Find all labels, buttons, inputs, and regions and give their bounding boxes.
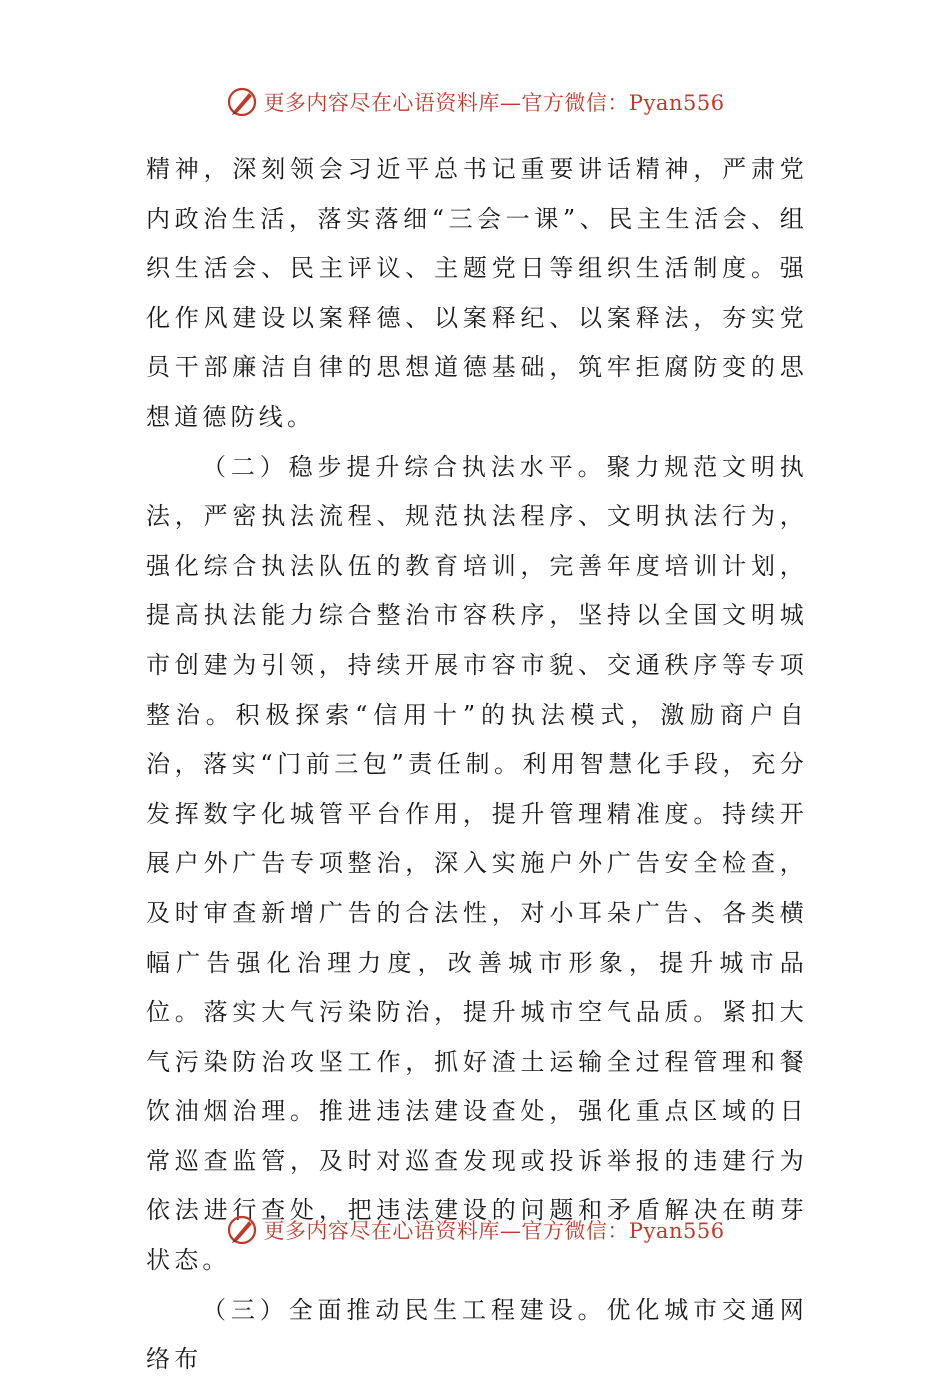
pen-logo-icon [225,85,259,119]
document-body [146,145,808,1385]
watermark-text: 更多内容尽在心语资料库—官方微信：Pyan556 [263,1219,725,1243]
watermark-banner-bottom [0,1208,950,1252]
watermark-text: 更多内容尽在心语资料库—官方微信：Pyan556 [263,91,725,115]
paragraph-section-three: （三）全面推动民生工程建设。优化城市交通网络布 [146,1295,808,1374]
paragraph-section-two: （二）稳步提升综合执法水平。聚力规范文明执法，严密执法流程、规范执法程序、文明执法行为，强化综合执法队伍的教育培训，完善年度培训计划，提高执法能力综合整治市容秩序，坚持以全国文明城市创建为引领，持续开展市容市貌、交通秩序等专项整治。积极探索“信用十”的执法模式，激励商户自治，落实“门前三包”责任制。利用智慧化手段，充分发挥数字化城管平台作用，提升管理精准度。持续开展户外广告专项整治，深入实施户外广告安全检查，及时审查新增广告的合法性，对小耳朵广告、各类横幅广告强化治理力度，改善城市形象，提升城市品位。落实大气污染防治，提升城市空气品质。紧扣大气污染防治攻坚工作，抓好渣土运输全过程管理和餐饮油烟治理。推进违法建设查处，强化重点区域的日常巡查监管，及时对巡查发现或投诉举报的违建行为依法进行查处，把违法建设的问题和矛盾解决在萌芽状态。 [146,452,808,1275]
paragraph-continued: 精神，深刻领会习近平总书记重要讲话精神，严肃党内政治生活，落实落细“三会一课”、民主生活会、组织生活会、民主评议、主题党日等组织生活制度。强化作风建设以案释德、以案释纪、以案释法，夯实党员干部廉洁自律的思想道德基础，筑牢拒腐防变的思想道德防线。 [146,155,808,431]
watermark-banner-top [0,80,950,124]
pen-logo-icon [225,1213,259,1247]
